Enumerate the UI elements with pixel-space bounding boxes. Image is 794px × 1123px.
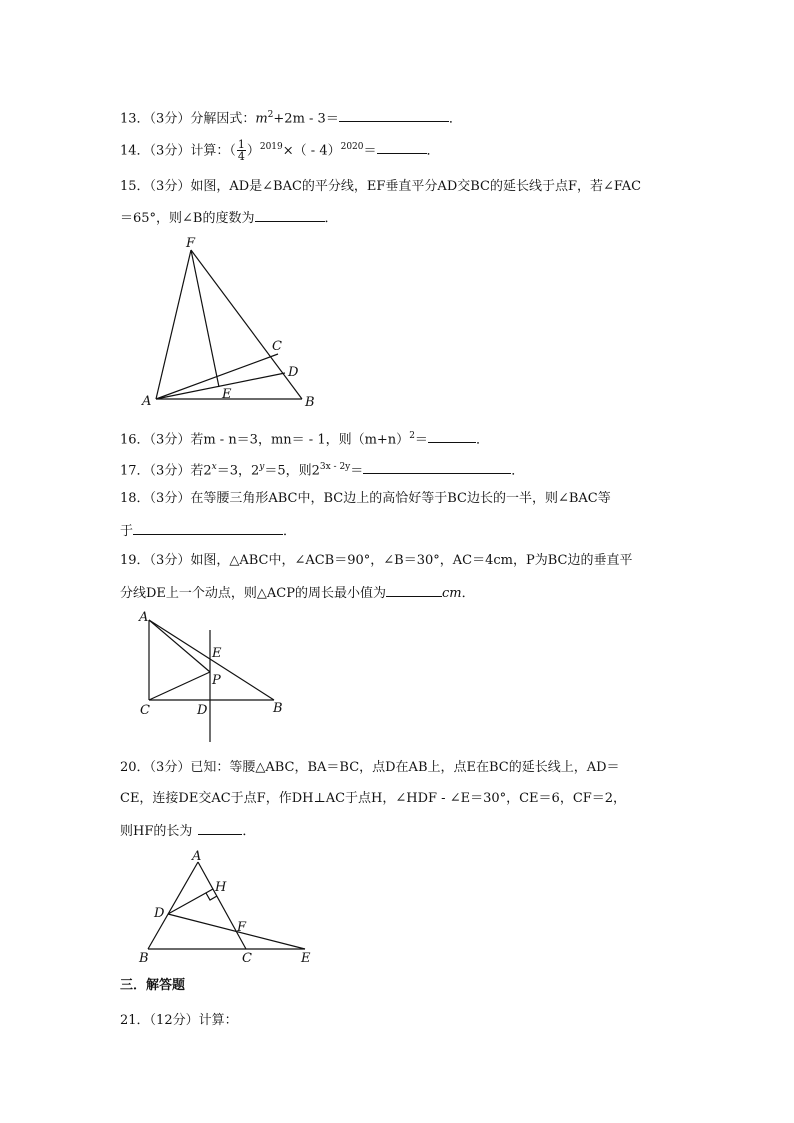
label-C: C	[140, 703, 150, 718]
label-F: F	[186, 236, 196, 251]
question-19-line1: 19．（3分）如图，△ABC中，∠ACB＝90°，∠B＝30°，AC＝4cm，P为BC边的垂直平	[120, 553, 633, 568]
label-A: A	[192, 849, 202, 864]
question-15-line1: 15．（3分）如图，AD是∠BAC的平分线，EF垂直平分AD交BC的延长线于点F，若∠FAC	[120, 179, 642, 194]
question-20-line3: 则HF的长为 ．	[120, 821, 255, 841]
label-D: D	[197, 703, 208, 718]
question-17: 17．（3分）若$2^x=3$，$2^y=5$，则$2^{3x - 2y}=$ ．	[120, 462, 525, 479]
question-18-line2: 于 ．	[120, 521, 296, 541]
label-B: B	[139, 951, 149, 966]
label-A: A	[139, 610, 149, 625]
label-F: F	[237, 920, 247, 935]
label-E: E	[222, 387, 232, 402]
question-21: 21．（12分）计算：	[120, 1013, 238, 1028]
question-13: 13．（3分）分解因式：$m^2+2m - 3=$ ．	[120, 110, 462, 127]
question-15-line2: ＝65°，则∠B的度数为 ．	[120, 208, 338, 228]
fraction: $\frac{1}{4}$	[237, 138, 245, 164]
label-E: E	[212, 646, 222, 661]
label-A: A	[142, 394, 152, 409]
label-D: D	[154, 906, 165, 921]
question-16: 16．（3分）若m - n＝3，mn＝ - 1，则$(m+n)^2=$ ．	[120, 431, 489, 448]
question-14: 14．（3分）计算：（ $\frac{1}{4}$ ）$^{2019}$×（ - 4）$^{2020}$＝ ．	[120, 138, 440, 164]
label-E: E	[301, 951, 311, 966]
label-H: H	[215, 880, 227, 895]
question-20-line2: CE，连接DE交AC于点F，作DH⊥AC于点H，∠HDF - ∠E＝30°，CE＝6，CF＝2，	[120, 791, 627, 806]
question-19-line2: 分线DE上一个动点，则△ACP的周长最小值为 cm．	[120, 583, 475, 603]
section-heading: 三．解答题	[120, 978, 186, 993]
label-B: B	[273, 701, 283, 716]
label-C: C	[242, 951, 252, 966]
question-20-line1: 20．（3分）已知：等腰△ABC，BA＝BC，点D在AB上，点E在BC的延长线上，AD＝	[120, 760, 620, 775]
label-P: P	[212, 673, 221, 688]
label-B: B	[305, 395, 315, 410]
label-D: D	[288, 365, 299, 380]
question-18-line1: 18．（3分）在等腰三角形ABC中，BC边上的高恰好等于BC边长的一半，则∠BAC等	[120, 491, 611, 506]
label-C: C	[272, 339, 282, 354]
